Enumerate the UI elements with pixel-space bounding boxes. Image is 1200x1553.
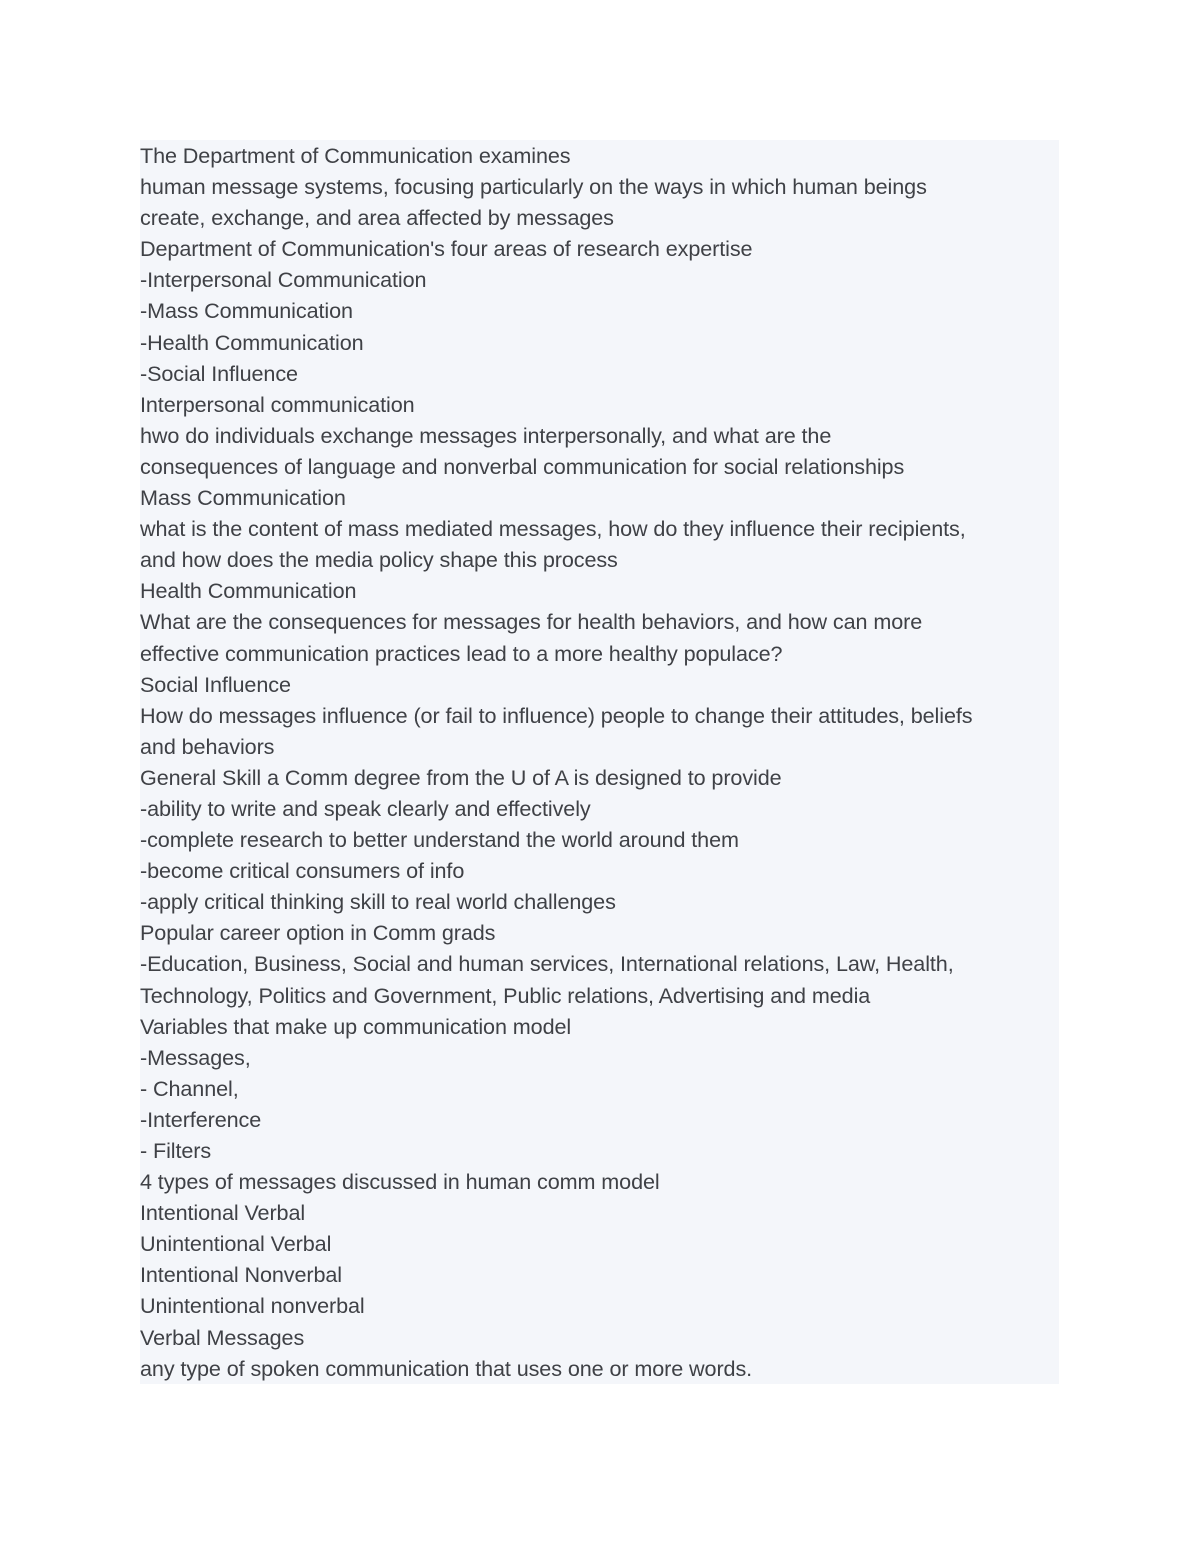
text-line: Technology, Politics and Government, Public relations, Advertising and media — [140, 982, 871, 1008]
text-line: Department of Communication's four areas of research expertise — [140, 236, 753, 262]
text-line: Unintentional Verbal — [140, 1231, 332, 1257]
text-line: -Health Communication — [140, 329, 364, 355]
text-line: How do messages influence (or fail to influence) people to change their attitudes, beliefs — [140, 702, 973, 728]
text-line: Verbal Messages — [140, 1324, 305, 1350]
text-line: Unintentional nonverbal — [140, 1293, 365, 1319]
text-line: and how does the media policy shape this process — [140, 547, 618, 573]
text-line: What are the consequences for messages for health behaviors, and how can more — [140, 609, 923, 635]
text-line: -apply critical thinking skill to real world challenges — [140, 889, 616, 915]
text-line: what is the content of mass mediated messages, how do they influence their recipients, — [140, 516, 966, 542]
text-line: 4 types of messages discussed in human comm model — [140, 1169, 660, 1195]
text-line: hwo do individuals exchange messages interpersonally, and what are the — [140, 422, 832, 448]
text-line: Intentional Nonverbal — [140, 1262, 342, 1288]
text-line: -Messages, — [140, 1044, 251, 1070]
text-line: -Mass Communication — [140, 298, 353, 324]
text-line: Health Communication — [140, 578, 357, 604]
text-line: General Skill a Comm degree from the U of A is designed to provide — [140, 764, 782, 790]
text-line: -Interpersonal Communication — [140, 267, 427, 293]
text-line: Variables that make up communication model — [140, 1013, 572, 1039]
text-line: Mass Communication — [140, 485, 346, 511]
text-line: Popular career option in Comm grads — [140, 920, 496, 946]
text-line: human message systems, focusing particularly on the ways in which human beings — [140, 174, 927, 200]
text-line: Interpersonal communication — [140, 391, 415, 417]
text-line: - Channel, — [140, 1075, 239, 1101]
text-line: -complete research to better understand the world around them — [140, 827, 739, 853]
text-line: effective communication practices lead to a more healthy populace? — [140, 640, 783, 666]
text-line: and behaviors — [140, 733, 275, 759]
text-line: Social Influence — [140, 671, 291, 697]
text-line: -become critical consumers of info — [140, 858, 465, 884]
text-line: create, exchange, and area affected by messages — [140, 205, 614, 231]
text-line: -Interference — [140, 1106, 262, 1132]
text-line: consequences of language and nonverbal communication for social relationships — [140, 453, 905, 479]
text-line: -Education, Business, Social and human services, International relations, Law, Health, — [140, 951, 954, 977]
text-line: -ability to write and speak clearly and effectively — [140, 795, 591, 821]
study-notes-text-block — [140, 140, 1059, 1384]
text-line: - Filters — [140, 1138, 212, 1163]
text-line: The Department of Communication examines — [140, 143, 571, 168]
text-line: -Social Influence — [140, 360, 298, 386]
text-line: any type of spoken communication that uses one or more words. — [140, 1355, 753, 1381]
text-line: Intentional Verbal — [140, 1200, 306, 1226]
